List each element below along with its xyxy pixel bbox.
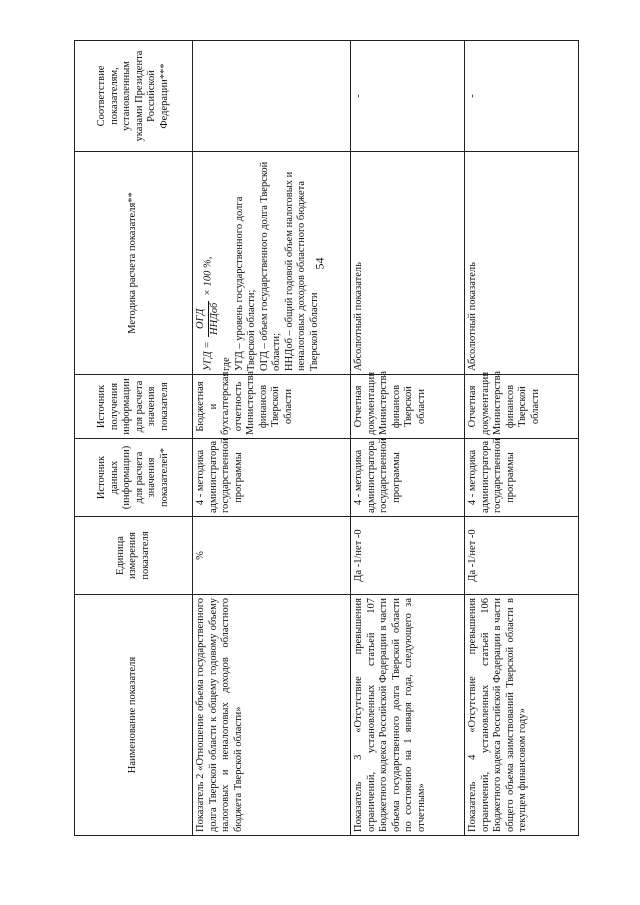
table-row: [193, 41, 351, 836]
indicator-info-source: Бюджетная и бухгалтерская отчетность Министерства финансов Тверской области: [193, 375, 351, 439]
table-row: [465, 41, 579, 836]
header-unit: Единица измерения показателя: [75, 517, 193, 595]
header-compliance: Соответствие показателям, установленным указами Президента Российской Федерации***: [75, 41, 193, 152]
formula-definition: ННДоб – общий годовой объем налоговых и неналоговых доходов областного бюджета Тверской области: [283, 171, 320, 371]
header-info-source: Источник получения информации для расчета значения показателя: [75, 375, 193, 439]
indicator-unit: %: [193, 517, 351, 595]
header-source: Источник данных (информации) для расчета значения показателей*: [75, 439, 193, 517]
formula: [195, 155, 221, 371]
indicator-method: Абсолютный показатель: [351, 152, 465, 375]
indicator-name: Показатель 3 «Отсутствие превышения ограничений, установленных статьей 107 Бюджетного кодекса Российской Федерации в части объема государственного долга Тверской области по состоянию на 1 января года, следующего за отчетным»: [351, 595, 465, 836]
page-number: 54: [312, 257, 327, 270]
header-method: Методика расчета показателя**: [75, 152, 193, 375]
formula-numerator: ОГД: [195, 301, 209, 337]
indicator-compliance: -: [351, 41, 465, 152]
formula-lhs: УГД =: [202, 341, 214, 371]
table-row: [351, 41, 465, 836]
indicator-info-source: Отчетная документация Министерства финансов Тверской области: [465, 375, 579, 439]
indicators-table: [74, 40, 579, 836]
indicator-method: Абсолютный показатель: [465, 152, 579, 375]
indicator-info-source: Отчетная документация Министерства финансов Тверской области: [351, 375, 465, 439]
header-name: Наименование показателя: [75, 595, 193, 836]
formula-tail: × 100 %,: [202, 256, 214, 297]
header-row: [75, 41, 193, 836]
indicator-method: [193, 152, 351, 375]
indicator-compliance: -: [465, 41, 579, 152]
formula-fraction: [195, 301, 221, 337]
indicator-data-source: 4 - методика администратора государственной программы: [351, 439, 465, 517]
formula-denominator: ННДоб: [208, 302, 220, 335]
indicator-name: Показатель 2 «Отношение объема государственного долга Тверской области к общему годовому объему налоговых и неналоговых доходов областного бюджета Тверской области»: [193, 595, 351, 836]
rotated-table-container: [74, 41, 578, 836]
indicator-unit: Да -1/нет -0: [351, 517, 465, 595]
indicator-unit: Да -1/нет -0: [465, 517, 579, 595]
formula-definition: ОГД – объем государственного долга Тверской области;: [258, 161, 282, 371]
indicator-name: Показатель 4 «Отсутствие превышения ограничений, установленных статьей 106 Бюджетного кодекса Российской Федерации в части общего объема заимствований Тверской области в текущем финансовом году»: [465, 595, 579, 836]
indicator-compliance: [193, 41, 351, 152]
indicator-data-source: 4 - методика администратора государственной программы: [465, 439, 579, 517]
formula-definition: УГД – уровень государственного долга Тверской области;: [233, 196, 257, 371]
formula-where: где: [221, 357, 232, 371]
indicator-data-source: 4 - методика администратора государственной программы: [193, 439, 351, 517]
